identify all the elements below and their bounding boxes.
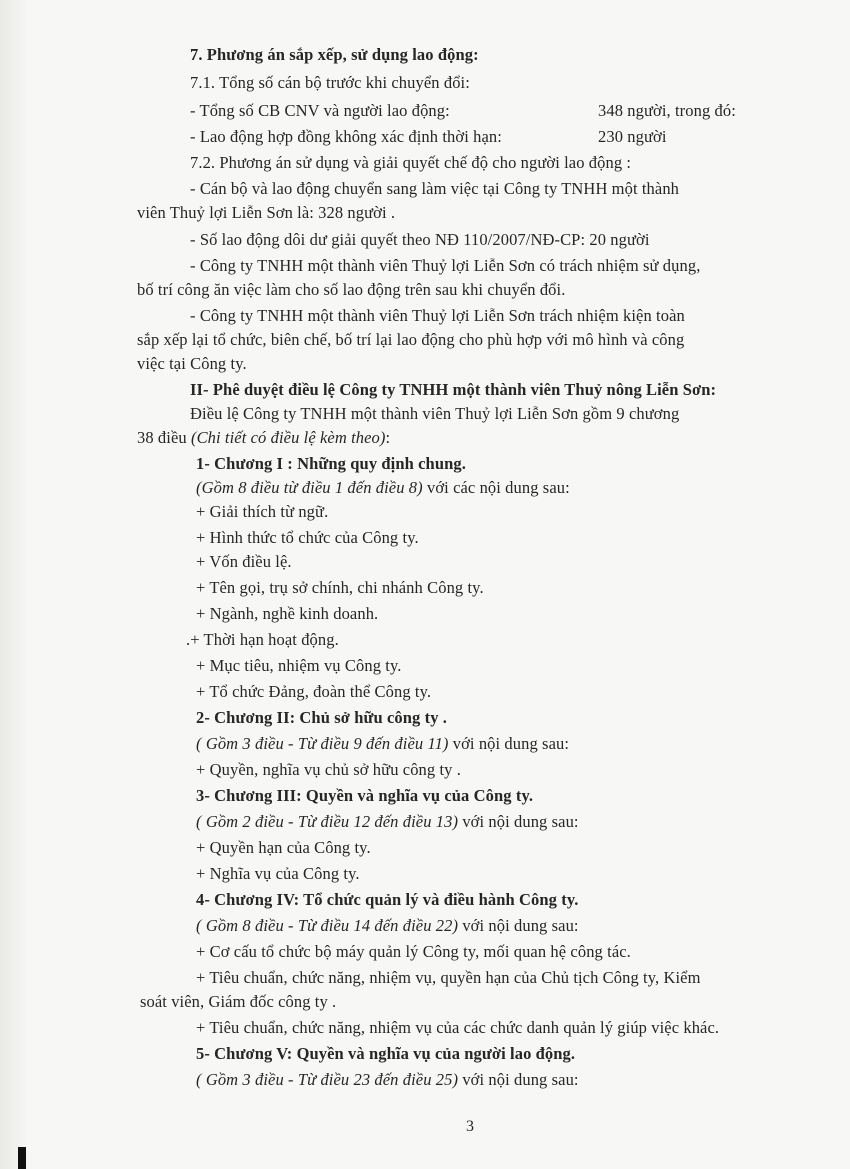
text-segment: ( Gồm 2 điều - Từ điều 12 đến điều 13) — [196, 812, 459, 831]
text-segment: việc tại Công ty. — [137, 354, 247, 373]
text-segment: ( Gồm 3 điều - Từ điều 23 đến điều 25) — [196, 1070, 459, 1089]
text-segment: : — [385, 428, 391, 447]
text-segment: .+ Thời hạn hoạt động. — [186, 630, 339, 649]
text-line — [196, 708, 447, 728]
text-segment: + Tiêu chuẩn, chức năng, nhiệm vụ, quyền hạn của Chủ tịch Công ty, Kiểm — [196, 968, 701, 987]
text-line — [190, 127, 502, 147]
text-line — [196, 502, 328, 522]
text-line — [190, 101, 450, 121]
text-segment: (Gồm 8 điều từ điều 1 đến điều 8) — [196, 478, 423, 497]
text-segment: bố trí công ăn việc làm cho số lao động trên sau khi chuyển đổi. — [137, 280, 566, 299]
text-segment: ( Gồm 8 điều - Từ điều 14 đến điều 22) — [196, 916, 459, 935]
text-line — [196, 1044, 575, 1064]
text-segment: 7.1. Tổng số cán bộ trước khi chuyển đổi: — [190, 73, 470, 92]
text-line — [196, 734, 569, 754]
text-segment: + Tổ chức Đảng, đoàn thể Công ty. — [196, 682, 432, 701]
text-line — [196, 916, 579, 936]
text-line — [196, 942, 631, 962]
text-segment: viên Thuỷ lợi Liễn Sơn là: 328 người . — [137, 203, 396, 222]
text-line — [196, 812, 579, 832]
text-segment: với các nội dung sau: — [422, 478, 570, 497]
text-segment: soát viên, Giám đốc công ty . — [140, 992, 337, 1011]
text-line — [190, 380, 716, 400]
text-line — [190, 153, 631, 173]
text-segment: với nội dung sau: — [458, 1070, 579, 1089]
text-segment: + Tên gọi, trụ sở chính, chi nhánh Công ty. — [196, 578, 484, 597]
text-line — [196, 968, 701, 988]
text-line — [196, 604, 378, 624]
text-line — [190, 179, 679, 199]
text-line — [598, 127, 667, 147]
text-segment: + Giải thích từ ngữ. — [196, 502, 329, 521]
text-line — [196, 682, 431, 702]
text-line — [196, 890, 578, 910]
text-segment: + Ngành, nghề kinh doanh. — [196, 604, 379, 623]
text-line — [196, 528, 419, 548]
text-line — [598, 101, 736, 121]
page-number: 3 — [466, 1118, 474, 1135]
text-line — [190, 73, 470, 93]
text-line — [196, 1018, 719, 1038]
text-line — [140, 992, 336, 1012]
text-segment: ( Gồm 3 điều - Từ điều 9 đến điều 11) — [196, 734, 449, 753]
text-segment: II- Phê duyệt điều lệ Công ty TNHH một thành viên Thuỷ nông Liễn Sơn: — [190, 380, 717, 399]
text-line — [137, 354, 247, 374]
text-segment: 7.2. Phương án sử dụng và giải quyết chế độ cho người lao động : — [190, 153, 632, 172]
text-segment: 1- Chương I : Những quy định chung. — [196, 454, 466, 473]
scan-mark — [18, 1147, 26, 1169]
text-segment: + Mục tiêu, nhiệm vụ Công ty. — [196, 656, 402, 675]
text-line — [190, 230, 650, 250]
text-segment: 38 điều — [137, 428, 191, 447]
text-segment: 7. Phương án sắp xếp, sử dụng lao động: — [190, 45, 479, 64]
text-segment: 230 người — [598, 127, 667, 146]
text-segment: + Tiêu chuẩn, chức năng, nhiệm vụ của các chức danh quản lý giúp việc khác. — [196, 1018, 720, 1037]
text-segment: 5- Chương V: Quyền và nghĩa vụ của người lao động. — [196, 1044, 576, 1063]
text-segment: - Lao động hợp đồng không xác định thời hạn: — [190, 127, 502, 146]
text-segment: + Quyền, nghĩa vụ chủ sở hữu công ty . — [196, 760, 461, 779]
text-line — [196, 552, 292, 572]
text-line — [196, 656, 401, 676]
text-segment: 348 người, trong đó: — [598, 101, 736, 120]
text-segment: 3- Chương III: Quyền và nghĩa vụ của Công ty. — [196, 786, 534, 805]
text-line — [196, 1070, 579, 1090]
text-line — [137, 203, 395, 223]
text-line — [196, 838, 371, 858]
text-segment: với nội dung sau: — [448, 734, 570, 753]
text-line — [137, 280, 565, 300]
text-segment: - Tổng số CB CNV và người lao động: — [190, 101, 450, 120]
text-segment: Điều lệ Công ty TNHH một thành viên Thuỷ lợi Liễn Sơn gồm 9 chương — [190, 404, 680, 423]
text-segment: - Số lao động dôi dư giải quyết theo NĐ 110/2007/NĐ-CP: 20 người — [190, 230, 650, 249]
text-line — [196, 578, 484, 598]
text-segment: + Hình thức tổ chức của Công ty. — [196, 528, 419, 547]
scan-shadow — [0, 0, 28, 1169]
text-line — [190, 306, 685, 326]
text-segment: (Chi tiết có điều lệ kèm theo) — [190, 428, 386, 447]
text-line — [196, 786, 533, 806]
text-segment: với nội dung sau: — [458, 916, 579, 935]
text-line — [190, 256, 700, 276]
text-segment: sắp xếp lại tổ chức, biên chế, bố trí lại lao động cho phù hợp với mô hình và công — [137, 330, 685, 349]
text-segment: - Công ty TNHH một thành viên Thuỷ lợi Liễn Sơn trách nhiệm kiện toàn — [190, 306, 685, 325]
text-line — [196, 478, 570, 498]
text-line — [196, 864, 360, 884]
text-line — [190, 404, 679, 424]
text-segment: - Công ty TNHH một thành viên Thuỷ lợi Liễn Sơn có trách nhiệm sử dụng, — [190, 256, 701, 275]
text-line — [196, 454, 466, 474]
text-segment: 2- Chương II: Chủ sở hữu công ty . — [196, 708, 447, 727]
text-line — [137, 330, 684, 350]
text-line — [196, 760, 461, 780]
text-segment: + Quyền hạn của Công ty. — [196, 838, 371, 857]
text-segment: + Vốn điều lệ. — [196, 552, 292, 571]
text-segment: + Nghĩa vụ của Công ty. — [196, 864, 360, 883]
text-line — [186, 630, 339, 650]
text-segment: + Cơ cấu tổ chức bộ máy quản lý Công ty, mối quan hệ công tác. — [196, 942, 631, 961]
text-segment: - Cán bộ và lao động chuyển sang làm việc tại Công ty TNHH một thành — [190, 179, 680, 198]
text-segment: 4- Chương IV: Tổ chức quản lý và điều hành Công ty. — [196, 890, 579, 909]
text-line — [190, 45, 479, 65]
text-line — [137, 428, 390, 448]
text-segment: với nội dung sau: — [458, 812, 579, 831]
